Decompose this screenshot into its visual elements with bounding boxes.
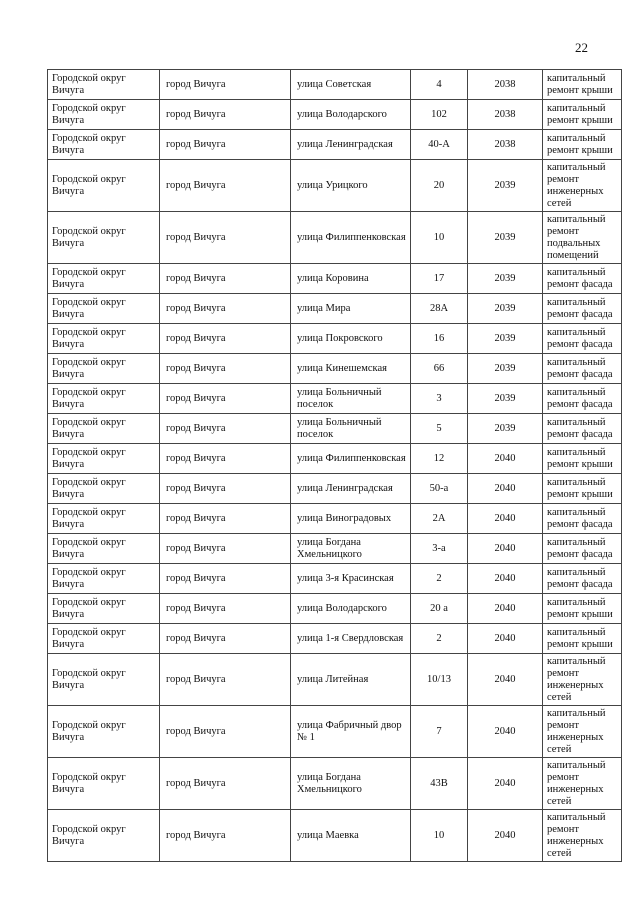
cell-house: 43В bbox=[411, 758, 468, 810]
cell-street: улица 1-я Свердловская bbox=[291, 624, 411, 654]
cell-district: Городской округ Вичуга bbox=[48, 294, 160, 324]
cell-work: капитальный ремонт крыши bbox=[543, 130, 622, 160]
cell-street: улица Богдана Хмельницкого bbox=[291, 534, 411, 564]
cell-work: капитальный ремонт инженерных сетей bbox=[543, 160, 622, 212]
cell-city: город Вичуга bbox=[160, 564, 291, 594]
cell-city: город Вичуга bbox=[160, 354, 291, 384]
cell-year: 2040 bbox=[468, 758, 543, 810]
cell-city: город Вичуга bbox=[160, 810, 291, 862]
cell-work: капитальный ремонт подвальных помещений bbox=[543, 212, 622, 264]
cell-work: капитальный ремонт крыши bbox=[543, 444, 622, 474]
cell-work: капитальный ремонт крыши bbox=[543, 100, 622, 130]
cell-year: 2040 bbox=[468, 504, 543, 534]
cell-street: улица Покровского bbox=[291, 324, 411, 354]
cell-district: Городской округ Вичуга bbox=[48, 706, 160, 758]
page-number: 22 bbox=[575, 40, 588, 55]
cell-year: 2040 bbox=[468, 706, 543, 758]
table-row bbox=[48, 324, 622, 354]
cell-street: улица Володарского bbox=[291, 594, 411, 624]
cell-district: Городской округ Вичуга bbox=[48, 564, 160, 594]
cell-year: 2038 bbox=[468, 130, 543, 160]
cell-house: 102 bbox=[411, 100, 468, 130]
cell-year: 2038 bbox=[468, 100, 543, 130]
cell-street: улица Коровина bbox=[291, 264, 411, 294]
cell-house: 10/13 bbox=[411, 654, 468, 706]
cell-street: улица Кинешемская bbox=[291, 354, 411, 384]
cell-street: улица Советская bbox=[291, 70, 411, 100]
cell-district: Городской округ Вичуга bbox=[48, 264, 160, 294]
cell-work: капитальный ремонт инженерных сетей bbox=[543, 654, 622, 706]
cell-district: Городской округ Вичуга bbox=[48, 354, 160, 384]
cell-district: Городской округ Вичуга bbox=[48, 444, 160, 474]
cell-district: Городской округ Вичуга bbox=[48, 70, 160, 100]
cell-city: город Вичуга bbox=[160, 624, 291, 654]
cell-year: 2040 bbox=[468, 654, 543, 706]
cell-city: город Вичуга bbox=[160, 324, 291, 354]
cell-city: город Вичуга bbox=[160, 130, 291, 160]
table-row bbox=[48, 474, 622, 504]
table-row bbox=[48, 624, 622, 654]
cell-house: 28А bbox=[411, 294, 468, 324]
cell-year: 2040 bbox=[468, 564, 543, 594]
cell-house: 3 bbox=[411, 384, 468, 414]
cell-year: 2038 bbox=[468, 70, 543, 100]
cell-district: Городской округ Вичуга bbox=[48, 810, 160, 862]
cell-city: город Вичуга bbox=[160, 264, 291, 294]
cell-work: капитальный ремонт фасада bbox=[543, 384, 622, 414]
cell-district: Городской округ Вичуга bbox=[48, 160, 160, 212]
cell-work: капитальный ремонт фасада bbox=[543, 294, 622, 324]
cell-street: улица Богдана Хмельницкого bbox=[291, 758, 411, 810]
cell-street: улица Фабричный двор № 1 bbox=[291, 706, 411, 758]
cell-city: город Вичуга bbox=[160, 384, 291, 414]
cell-work: капитальный ремонт инженерных сетей bbox=[543, 706, 622, 758]
table-row bbox=[48, 354, 622, 384]
cell-year: 2039 bbox=[468, 160, 543, 212]
cell-work: капитальный ремонт фасада bbox=[543, 354, 622, 384]
table-row bbox=[48, 70, 622, 100]
cell-year: 2039 bbox=[468, 294, 543, 324]
table-row bbox=[48, 294, 622, 324]
cell-house: 2 bbox=[411, 624, 468, 654]
cell-street: улица Филиппенковская bbox=[291, 444, 411, 474]
table-row bbox=[48, 414, 622, 444]
cell-year: 2040 bbox=[468, 534, 543, 564]
cell-work: капитальный ремонт фасада bbox=[543, 264, 622, 294]
cell-house: 4 bbox=[411, 70, 468, 100]
cell-house: 12 bbox=[411, 444, 468, 474]
cell-house: 2А bbox=[411, 504, 468, 534]
cell-work: капитальный ремонт инженерных сетей bbox=[543, 810, 622, 862]
table-row bbox=[48, 212, 622, 264]
cell-district: Городской округ Вичуга bbox=[48, 594, 160, 624]
cell-year: 2040 bbox=[468, 474, 543, 504]
cell-year: 2039 bbox=[468, 414, 543, 444]
cell-year: 2040 bbox=[468, 594, 543, 624]
cell-house: 50-а bbox=[411, 474, 468, 504]
cell-district: Городской округ Вичуга bbox=[48, 654, 160, 706]
cell-year: 2039 bbox=[468, 264, 543, 294]
cell-district: Городской округ Вичуга bbox=[48, 534, 160, 564]
table-row bbox=[48, 706, 622, 758]
cell-district: Городской округ Вичуга bbox=[48, 504, 160, 534]
table-row bbox=[48, 534, 622, 564]
cell-city: город Вичуга bbox=[160, 654, 291, 706]
table-row bbox=[48, 264, 622, 294]
cell-district: Городской округ Вичуга bbox=[48, 384, 160, 414]
cell-street: улица Больничный поселок bbox=[291, 384, 411, 414]
cell-year: 2039 bbox=[468, 384, 543, 414]
cell-city: город Вичуга bbox=[160, 70, 291, 100]
cell-house: 7 bbox=[411, 706, 468, 758]
table-row bbox=[48, 594, 622, 624]
table-row bbox=[48, 444, 622, 474]
cell-city: город Вичуга bbox=[160, 294, 291, 324]
cell-work: капитальный ремонт фасада bbox=[543, 534, 622, 564]
cell-street: улица Урицкого bbox=[291, 160, 411, 212]
cell-city: город Вичуга bbox=[160, 100, 291, 130]
cell-district: Городской округ Вичуга bbox=[48, 212, 160, 264]
cell-street: улица Ленинградская bbox=[291, 130, 411, 160]
cell-house: 17 bbox=[411, 264, 468, 294]
table-row bbox=[48, 100, 622, 130]
cell-house: 10 bbox=[411, 212, 468, 264]
cell-year: 2040 bbox=[468, 810, 543, 862]
cell-street: улица 3-я Красинская bbox=[291, 564, 411, 594]
cell-work: капитальный ремонт крыши bbox=[543, 624, 622, 654]
cell-year: 2040 bbox=[468, 624, 543, 654]
table-row bbox=[48, 384, 622, 414]
cell-work: капитальный ремонт фасада bbox=[543, 504, 622, 534]
cell-city: город Вичуга bbox=[160, 212, 291, 264]
cell-city: город Вичуга bbox=[160, 160, 291, 212]
cell-work: капитальный ремонт фасада bbox=[543, 414, 622, 444]
cell-street: улица Ленинградская bbox=[291, 474, 411, 504]
cell-district: Городской округ Вичуга bbox=[48, 624, 160, 654]
cell-city: город Вичуга bbox=[160, 504, 291, 534]
cell-work: капитальный ремонт крыши bbox=[543, 70, 622, 100]
cell-city: город Вичуга bbox=[160, 414, 291, 444]
cell-house: 2 bbox=[411, 564, 468, 594]
cell-district: Городской округ Вичуга bbox=[48, 414, 160, 444]
cell-street: улица Мира bbox=[291, 294, 411, 324]
cell-year: 2040 bbox=[468, 444, 543, 474]
cell-street: улица Литейная bbox=[291, 654, 411, 706]
cell-district: Городской округ Вичуга bbox=[48, 324, 160, 354]
table-row bbox=[48, 564, 622, 594]
table-body bbox=[48, 70, 622, 862]
table-row bbox=[48, 654, 622, 706]
cell-year: 2039 bbox=[468, 212, 543, 264]
cell-street: улица Володарского bbox=[291, 100, 411, 130]
cell-house: 3-а bbox=[411, 534, 468, 564]
cell-district: Городской округ Вичуга bbox=[48, 474, 160, 504]
cell-house: 66 bbox=[411, 354, 468, 384]
cell-street: улица Маевка bbox=[291, 810, 411, 862]
cell-city: город Вичуга bbox=[160, 594, 291, 624]
cell-district: Городской округ Вичуга bbox=[48, 758, 160, 810]
cell-work: капитальный ремонт фасада bbox=[543, 564, 622, 594]
cell-house: 40-А bbox=[411, 130, 468, 160]
table-row bbox=[48, 130, 622, 160]
cell-house: 20 а bbox=[411, 594, 468, 624]
cell-city: город Вичуга bbox=[160, 444, 291, 474]
cell-city: город Вичуга bbox=[160, 534, 291, 564]
cell-city: город Вичуга bbox=[160, 474, 291, 504]
cell-year: 2039 bbox=[468, 354, 543, 384]
cell-street: улица Больничный поселок bbox=[291, 414, 411, 444]
cell-district: Городской округ Вичуга bbox=[48, 130, 160, 160]
cell-street: улица Филиппенковская bbox=[291, 212, 411, 264]
cell-year: 2039 bbox=[468, 324, 543, 354]
table-row bbox=[48, 160, 622, 212]
cell-house: 16 bbox=[411, 324, 468, 354]
cell-work: капитальный ремонт крыши bbox=[543, 594, 622, 624]
cell-house: 20 bbox=[411, 160, 468, 212]
table-row bbox=[48, 810, 622, 862]
repair-schedule-table bbox=[47, 69, 622, 862]
cell-house: 5 bbox=[411, 414, 468, 444]
cell-district: Городской округ Вичуга bbox=[48, 100, 160, 130]
cell-work: капитальный ремонт фасада bbox=[543, 324, 622, 354]
cell-work: капитальный ремонт инженерных сетей bbox=[543, 758, 622, 810]
cell-city: город Вичуга bbox=[160, 706, 291, 758]
table-row bbox=[48, 504, 622, 534]
cell-work: капитальный ремонт крыши bbox=[543, 474, 622, 504]
table-row bbox=[48, 758, 622, 810]
cell-street: улица Виноградовых bbox=[291, 504, 411, 534]
cell-city: город Вичуга bbox=[160, 758, 291, 810]
cell-house: 10 bbox=[411, 810, 468, 862]
